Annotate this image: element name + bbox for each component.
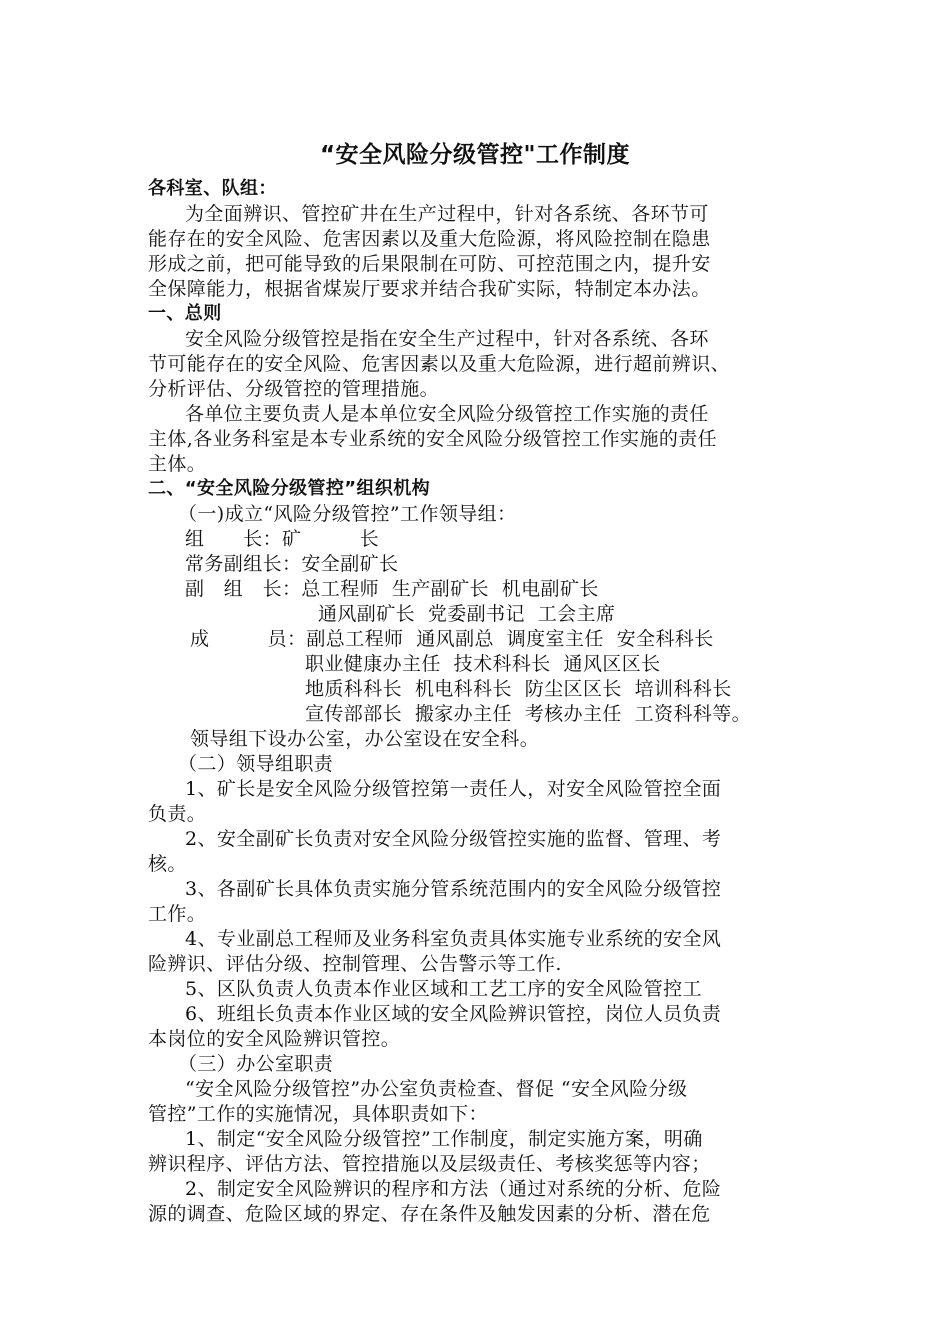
org-members-line-cont: 职业健康办主任 技术科科长 通风区区长	[305, 653, 661, 675]
intro-line-1: 为全面辨识、管控矿井在生产过程中，针对各系统、各环节可	[185, 203, 709, 225]
document-title: “安全风险分级管控"工作制度	[319, 142, 631, 168]
office-note: 领导组下设办公室，办公室设在安全科。	[190, 728, 540, 750]
org-vice-line-cont: 通风副矿长 党委副书记 工会主席	[318, 603, 616, 625]
section-heading-1: 一、总则	[148, 303, 222, 324]
duty-item: 4、专业副总工程师及业务科室负责具体实施专业系统的安全风	[185, 928, 722, 950]
duty-item: 2、制定安全风险辨识的程序和方法（通过对系统的分析、危险	[185, 1178, 722, 1200]
paragraph-line: 主体,各业务科室是本专业系统的安全风险分级管控工作实施的责任	[148, 428, 718, 450]
paragraph-line: 安全风险分级管控是指在安全生产过程中，针对各系统、各环	[185, 328, 709, 350]
duty-item-cont: 源的调查、危险区域的界定、存在条件及触发因素的分析、潜在危	[148, 1203, 711, 1225]
duty-item-cont: 险辨识、评估分级、控制管理、公告警示等工作.	[148, 953, 562, 975]
duty-item-cont: 本岗位的安全风险辨识管控。	[148, 1028, 401, 1050]
duty-item-cont: 工作。	[148, 903, 207, 925]
subsection-heading: （一)成立“风险分级管控”工作领导组：	[178, 503, 517, 525]
duty-item: 1、矿长是安全风险分级管控第一责任人，对安全风险管控全面	[185, 778, 722, 800]
subsection-heading: （二）领导组职责	[178, 753, 334, 775]
section-heading-2: 二、“安全风险分级管控”组织机构	[148, 478, 431, 499]
subsection-heading: （三）办公室职责	[178, 1053, 334, 1075]
org-members-line: 成 员：副总工程师 通风副总 调度室主任 安全科科长	[190, 628, 714, 650]
org-members-line-cont: 宣传部部长 搬家办主任 考核办主任 工资科科等。	[305, 703, 752, 725]
intro-line-2: 能存在的安全风险、危害因素以及重大危险源，将风险控制在隐患	[148, 228, 711, 250]
duty-item: 6、班组长负责本作业区域的安全风险辨识管控，岗位人员负责	[185, 1003, 722, 1025]
paragraph-line: 各单位主要负责人是本单位安全风险分级管控工作实施的责任	[185, 403, 709, 425]
duty-item-cont: 核。	[148, 853, 187, 875]
duty-item-cont: 负责。	[148, 803, 207, 825]
intro-line-3: 形成之前，把可能导致的后果限制在可防、可控范围之内，提升安	[148, 253, 711, 275]
duty-item: 2、安全副矿长负责对安全风险分级管控实施的监督、管理、考	[185, 828, 722, 850]
duty-item: 1、制定“安全风险分级管控”工作制度，制定实施方案，明确	[185, 1128, 703, 1150]
salutation: 各科室、队组：	[148, 178, 277, 199]
duty-item-cont: 辨识程序、评估方法、管控措施以及层级责任、考核奖惩等内容；	[148, 1153, 711, 1175]
duty-item: 5、区队负责人负责本作业区域和工艺工序的安全风险管控工	[185, 978, 702, 1000]
intro-line-4: 全保障能力，根据省煤炭厅要求并结合我矿实际，特制定本办法。	[148, 278, 711, 300]
org-vice-line: 副 组 长：总工程师 生产副矿长 机电副矿长	[185, 578, 599, 600]
org-deputy-line: 常务副组长：安全副矿长	[185, 553, 399, 575]
paragraph-line: 节可能存在的安全风险、危害因素以及重大危险源，进行超前辨识、	[148, 353, 731, 375]
paragraph-line: 主体。	[148, 453, 207, 475]
org-members-line-cont: 地质科科长 机电科科长 防尘区区长 培训科科长	[305, 678, 732, 700]
paragraph-line: “安全风险分级管控”办公室负责检查、督促 “安全风险分级	[185, 1078, 688, 1100]
paragraph-line: 分析评估、分级管控的管理措施。	[148, 378, 440, 400]
paragraph-line: 管控”工作的实施情况，具体职责如下：	[148, 1103, 488, 1125]
duty-item: 3、各副矿长具体负责实施分管系统范围内的安全风险分级管控	[185, 878, 722, 900]
org-leader-line: 组 长：矿 长	[185, 528, 380, 550]
